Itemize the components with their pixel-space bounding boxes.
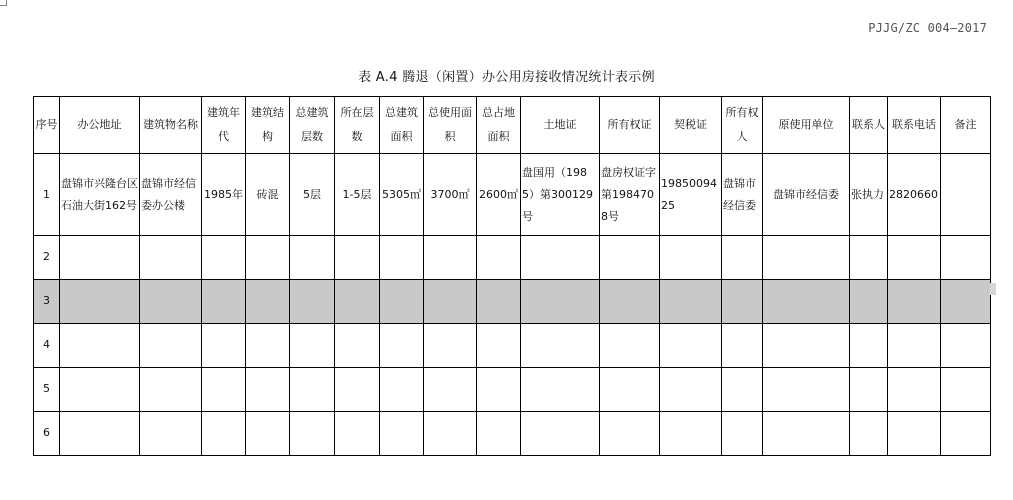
cell-office-address[interactable]: 盘锦市兴隆台区石油大街162号 — [60, 154, 140, 236]
cell-index[interactable]: 2 — [34, 236, 60, 280]
table-row — [34, 324, 991, 368]
cell-owner[interactable] — [722, 280, 763, 324]
cell-total-usable-area[interactable] — [424, 280, 477, 324]
cell-build-year[interactable] — [202, 368, 246, 412]
cell-index[interactable]: 1 — [34, 154, 60, 236]
column-header-original-user[interactable]: 原使用单位 — [763, 97, 850, 154]
cell-structure[interactable]: 砖混 — [246, 154, 290, 236]
cell-building-name[interactable] — [140, 412, 202, 456]
cell-owner[interactable] — [722, 324, 763, 368]
cell-remarks[interactable] — [941, 368, 991, 412]
cell-contact-phone[interactable] — [888, 412, 941, 456]
cell-original-user[interactable] — [763, 368, 850, 412]
cell-original-user[interactable] — [763, 280, 850, 324]
column-header-contact-person[interactable]: 联系人 — [850, 97, 888, 154]
cell-contact-phone[interactable] — [888, 236, 941, 280]
cell-deed-tax-certificate[interactable] — [660, 236, 722, 280]
column-header-remarks[interactable]: 备注 — [941, 97, 991, 154]
cell-contact-person[interactable] — [850, 324, 888, 368]
cell-land-certificate[interactable] — [521, 324, 600, 368]
cell-total-building-area[interactable] — [380, 236, 424, 280]
cell-contact-phone[interactable] — [888, 324, 941, 368]
cell-deed-tax-certificate[interactable] — [660, 412, 722, 456]
cell-total-usable-area[interactable] — [424, 412, 477, 456]
cell-deed-tax-certificate[interactable]: 1985009425 — [660, 154, 722, 236]
cell-owner[interactable] — [722, 412, 763, 456]
cell-ownership-certificate[interactable] — [600, 236, 660, 280]
row-resize-handle[interactable] — [990, 283, 996, 295]
cell-total-land-area[interactable] — [477, 280, 521, 324]
cell-office-address[interactable] — [60, 368, 140, 412]
cell-contact-phone[interactable] — [888, 280, 941, 324]
table-row — [34, 154, 991, 236]
cell-index[interactable]: 3 — [34, 280, 60, 324]
cell-owner[interactable] — [722, 236, 763, 280]
table-row — [34, 236, 991, 280]
cell-structure[interactable] — [246, 236, 290, 280]
cell-total-floors[interactable] — [290, 280, 335, 324]
cell-total-building-area[interactable]: 5305㎡ — [380, 154, 424, 236]
cell-floors-occupied[interactable] — [335, 280, 380, 324]
cell-land-certificate[interactable] — [521, 280, 600, 324]
cell-contact-person[interactable] — [850, 280, 888, 324]
document-code: PJJG/ZC 004—2017 — [868, 21, 987, 35]
cell-total-building-area[interactable] — [380, 412, 424, 456]
cell-remarks[interactable] — [941, 324, 991, 368]
cell-deed-tax-certificate[interactable] — [660, 324, 722, 368]
cell-ownership-certificate[interactable]: 盘房权证字第1984708号 — [600, 154, 660, 236]
column-header-total-usable-area[interactable]: 总使用面积 — [424, 97, 477, 154]
page-corner-mark — [0, 5, 7, 6]
cell-ownership-certificate[interactable] — [600, 324, 660, 368]
cell-building-name[interactable] — [140, 280, 202, 324]
column-header-contact-phone[interactable]: 联系电话 — [888, 97, 941, 154]
cell-office-address[interactable] — [60, 236, 140, 280]
cell-build-year[interactable] — [202, 280, 246, 324]
column-header-owner[interactable]: 所有权人 — [722, 97, 763, 154]
cell-structure[interactable] — [246, 324, 290, 368]
cell-deed-tax-certificate[interactable] — [660, 368, 722, 412]
cell-building-name[interactable] — [140, 236, 202, 280]
cell-total-land-area[interactable]: 2600㎡ — [477, 154, 521, 236]
table-header-row — [34, 97, 991, 154]
cell-building-name[interactable] — [140, 368, 202, 412]
cell-office-address[interactable] — [60, 324, 140, 368]
cell-structure[interactable] — [246, 412, 290, 456]
cell-contact-person[interactable] — [850, 368, 888, 412]
cell-total-land-area[interactable] — [477, 368, 521, 412]
cell-build-year[interactable] — [202, 324, 246, 368]
cell-total-floors[interactable]: 5层 — [290, 154, 335, 236]
cell-total-building-area[interactable] — [380, 324, 424, 368]
cell-total-usable-area[interactable] — [424, 324, 477, 368]
cell-land-certificate[interactable] — [521, 412, 600, 456]
column-header-deed-tax-certificate[interactable]: 契税证 — [660, 97, 722, 154]
cell-build-year[interactable] — [202, 236, 246, 280]
cell-owner[interactable] — [722, 368, 763, 412]
cell-contact-phone[interactable]: 2820660 — [888, 154, 941, 236]
cell-contact-person[interactable] — [850, 236, 888, 280]
cell-floors-occupied[interactable] — [335, 236, 380, 280]
column-header-total-building-area[interactable]: 总建筑面积 — [380, 97, 424, 154]
cell-original-user[interactable] — [763, 324, 850, 368]
cell-total-floors[interactable] — [290, 412, 335, 456]
column-header-total-land-area[interactable]: 总占地面积 — [477, 97, 521, 154]
cell-total-floors[interactable] — [290, 324, 335, 368]
cell-index[interactable]: 4 — [34, 324, 60, 368]
cell-total-floors[interactable] — [290, 236, 335, 280]
cell-total-usable-area[interactable] — [424, 236, 477, 280]
column-header-office-address[interactable]: 办公地址 — [60, 97, 140, 154]
column-header-index[interactable]: 序号 — [34, 97, 60, 154]
cell-ownership-certificate[interactable] — [600, 368, 660, 412]
cell-ownership-certificate[interactable] — [600, 280, 660, 324]
cell-contact-person[interactable] — [850, 412, 888, 456]
cell-contact-person[interactable]: 张执力 — [850, 154, 888, 236]
statistics-table — [33, 96, 991, 456]
cell-ownership-certificate[interactable] — [600, 412, 660, 456]
cell-index[interactable]: 5 — [34, 368, 60, 412]
cell-remarks[interactable] — [941, 280, 991, 324]
cell-total-usable-area[interactable]: 3700㎡ — [424, 154, 477, 236]
cell-total-land-area[interactable] — [477, 412, 521, 456]
cell-original-user[interactable]: 盘锦市经信委 — [763, 154, 850, 236]
cell-original-user[interactable] — [763, 236, 850, 280]
table-title: 表 A.4 腾退（闲置）办公用房接收情况统计表示例 — [358, 70, 655, 85]
cell-building-name[interactable] — [140, 324, 202, 368]
cell-build-year[interactable]: 1985年 — [202, 154, 246, 236]
cell-floors-occupied[interactable]: 1-5层 — [335, 154, 380, 236]
cell-land-certificate[interactable]: 盘国用（1985）第300129号 — [521, 154, 600, 236]
column-header-land-certificate[interactable]: 土地证 — [521, 97, 600, 154]
cell-index[interactable]: 6 — [34, 412, 60, 456]
cell-total-floors[interactable] — [290, 368, 335, 412]
cell-structure[interactable] — [246, 368, 290, 412]
table-row — [34, 412, 991, 456]
cell-floors-occupied[interactable] — [335, 324, 380, 368]
cell-office-address[interactable] — [60, 412, 140, 456]
cell-floors-occupied[interactable] — [335, 412, 380, 456]
column-header-total-floors[interactable]: 总建筑层数 — [290, 97, 335, 154]
cell-remarks[interactable] — [941, 236, 991, 280]
cell-total-building-area[interactable] — [380, 280, 424, 324]
cell-structure[interactable] — [246, 280, 290, 324]
cell-deed-tax-certificate[interactable] — [660, 280, 722, 324]
cell-building-name[interactable]: 盘锦市经信委办公楼 — [140, 154, 202, 236]
cell-total-building-area[interactable] — [380, 368, 424, 412]
cell-total-land-area[interactable] — [477, 324, 521, 368]
column-header-build-year[interactable]: 建筑年代 — [202, 97, 246, 154]
cell-original-user[interactable] — [763, 412, 850, 456]
table-row — [34, 368, 991, 412]
column-header-structure[interactable]: 建筑结构 — [246, 97, 290, 154]
cell-build-year[interactable] — [202, 412, 246, 456]
column-header-ownership-certificate[interactable]: 所有权证 — [600, 97, 660, 154]
cell-total-land-area[interactable] — [477, 236, 521, 280]
column-header-building-name[interactable]: 建筑物名称 — [140, 97, 202, 154]
cell-office-address[interactable] — [60, 280, 140, 324]
table-row — [34, 280, 991, 324]
cell-remarks[interactable] — [941, 154, 991, 236]
cell-land-certificate[interactable] — [521, 368, 600, 412]
cell-total-usable-area[interactable] — [424, 368, 477, 412]
cell-remarks[interactable] — [941, 412, 991, 456]
cell-contact-phone[interactable] — [888, 368, 941, 412]
column-header-floors-occupied[interactable]: 所在层数 — [335, 97, 380, 154]
cell-floors-occupied[interactable] — [335, 368, 380, 412]
cell-land-certificate[interactable] — [521, 236, 600, 280]
cell-owner[interactable]: 盘锦市经信委 — [722, 154, 763, 236]
